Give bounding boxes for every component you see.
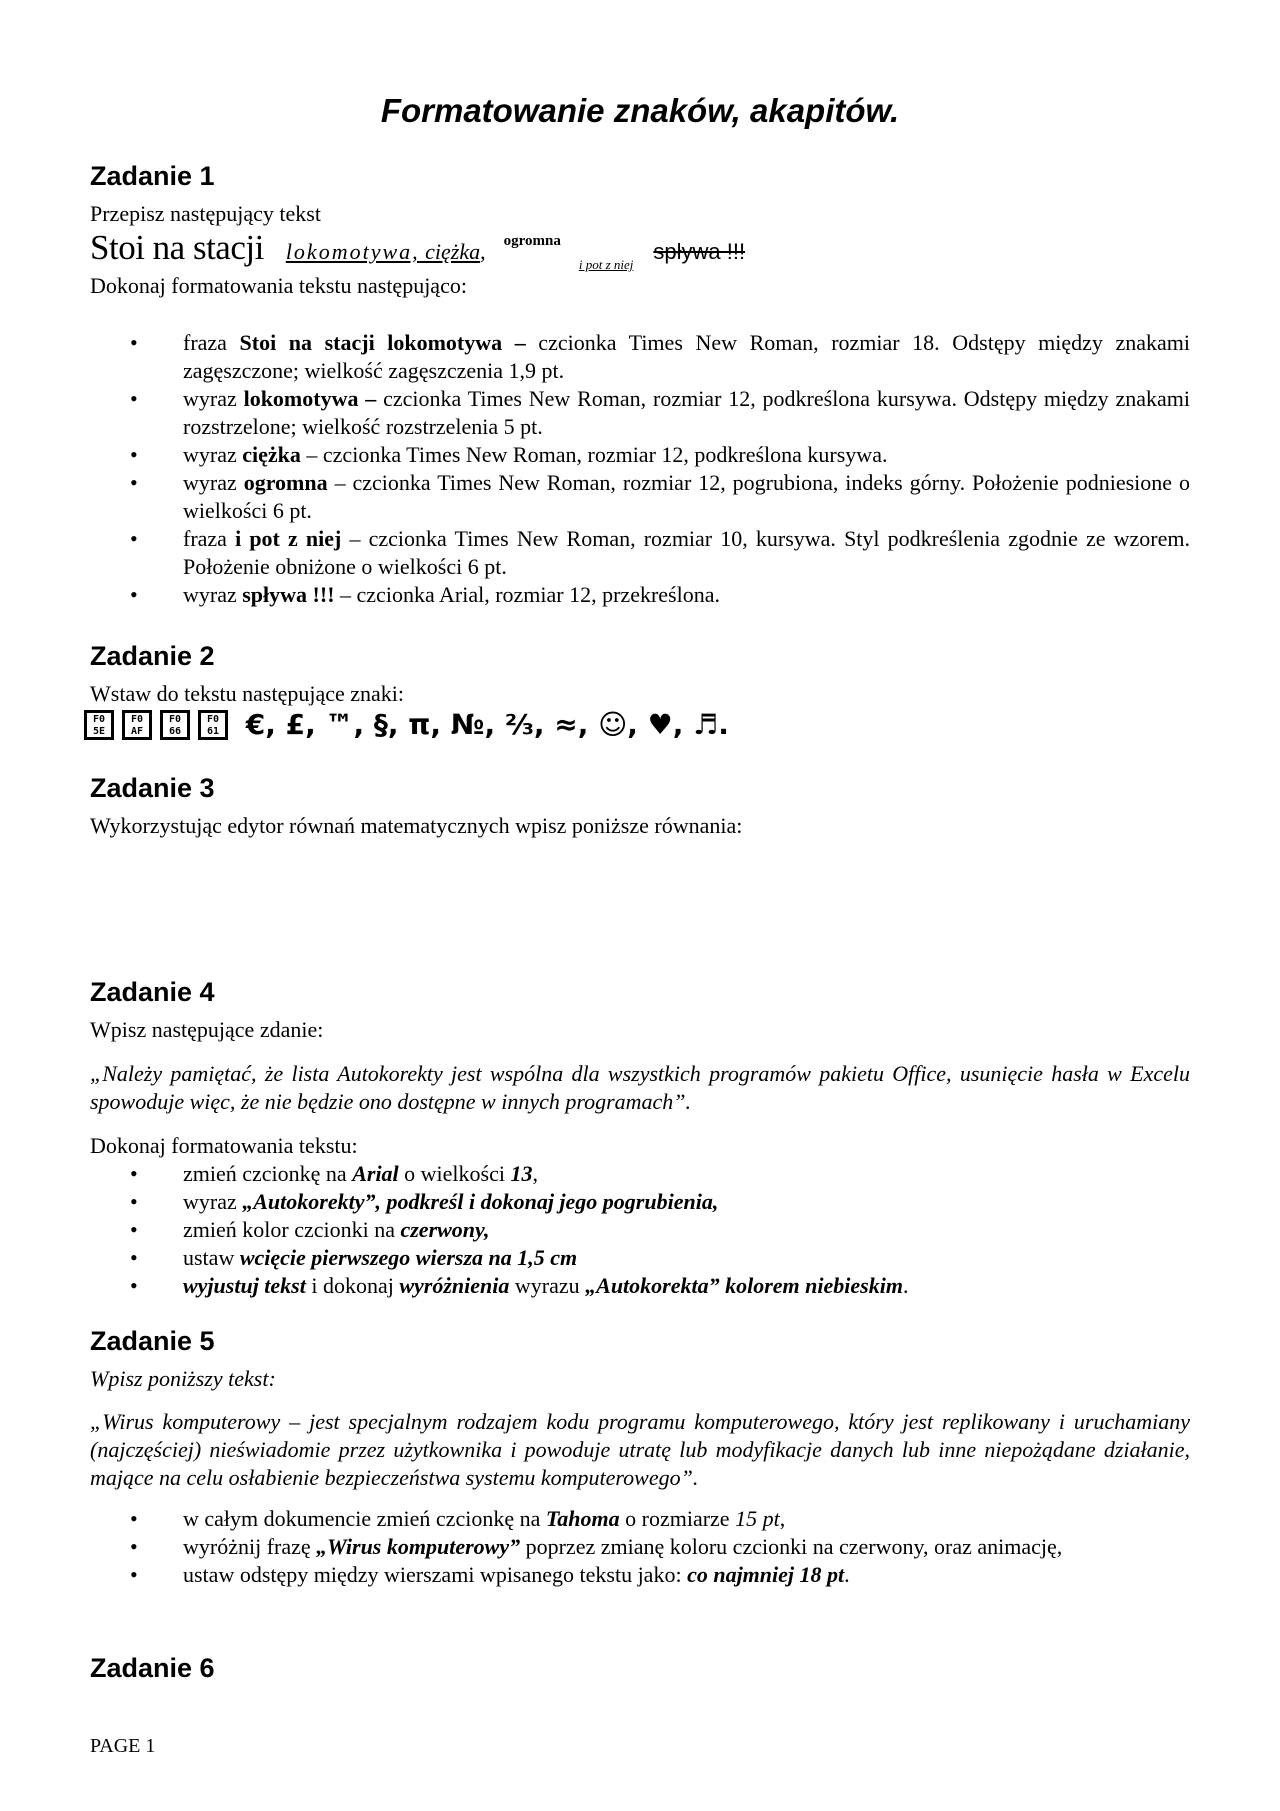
sample-comma: , bbox=[480, 239, 486, 264]
zadanie-5-quote: „Wirus komputerowy – jest specjalnym rodzajem kodu programu komputerowego, który jest replikowany i uruchamiany (najczęściej) nieświadomie przez użytkownika i powoduje utratę lub modyfikacje danych lub inne niepożądane działanie, mające na celu osłabienie bezpieczeństwa systemu komputerowego”. bbox=[90, 1409, 1190, 1490]
list-item: • wyraz ogromna – czcionka Times New Roman, rozmiar 12, pogrubiona, indeks górny. Położenie podniesione o wielkości 6 pt. bbox=[90, 469, 1190, 525]
list-item: • wyraz lokomotywa – czcionka Times New Roman, rozmiar 12, podkreślona kursywa. Odstępy między znakami rozstrzelone; wielkość rozstrzelenia 5 pt. bbox=[90, 385, 1190, 441]
zadanie-1-instruction: Dokonaj formatowania tekstu następująco: bbox=[90, 273, 467, 298]
zadanie-4-instruction: Dokonaj formatowania tekstu: bbox=[90, 1133, 358, 1158]
missing-glyph-icon: F0 5E bbox=[84, 710, 114, 740]
list-item: • wyróżnij frazę „Wirus komputerowy” poprzez zmianę koloru czcionki na czerwony, oraz animację, bbox=[90, 1533, 1190, 1561]
list-item: • wyraz ciężka – czcionka Times New Roman, rozmiar 12, podkreślona kursywa. bbox=[90, 441, 1190, 469]
list-item: • zmień czcionkę na Arial o wielkości 13, bbox=[90, 1160, 1190, 1188]
document-title: Formatowanie znaków, akapitów. bbox=[380, 92, 900, 129]
heading-zadanie-6: Zadanie 6 bbox=[90, 1653, 215, 1683]
zadanie-1-list bbox=[90, 329, 1190, 609]
heading-zadanie-1: Zadanie 1 bbox=[90, 161, 215, 191]
sample-stoi-na-stacji: Stoi na stacji bbox=[90, 228, 264, 267]
missing-glyph-icon: F0 61 bbox=[198, 710, 228, 740]
heading-zadanie-3: Zadanie 3 bbox=[90, 773, 215, 803]
zadanie-4-quote: „Należy pamiętać, że lista Autokorekty jest wspólna dla wszystkich programów pakietu Office, usunięcie hasła w Excelu spowoduje więc, że nie będzie ono dostępne w innych programach”. bbox=[90, 1061, 1190, 1114]
sample-i-pot-z-niej: i pot z niej bbox=[578, 257, 634, 272]
list-item: • ustaw wcięcie pierwszego wiersza na 1,5 cm bbox=[90, 1244, 1190, 1272]
sample-ogromna: ogromna bbox=[503, 233, 561, 249]
zadanie-3-intro: Wykorzystując edytor równań matematycznych wpisz poniższe równania: bbox=[90, 813, 743, 838]
sample-formatted-text bbox=[90, 228, 745, 274]
special-characters-row bbox=[84, 708, 729, 741]
list-item: • fraza i pot z niej – czcionka Times New Roman, rozmiar 10, kursywa. Styl podkreślenia zgodnie ze wzorem. Położenie obniżone o wielkości 6 pt. bbox=[90, 525, 1190, 581]
sample-lokomotywa: lokomotywa, bbox=[285, 239, 420, 264]
zadanie-5-intro: Wpisz poniższy tekst: bbox=[90, 1366, 276, 1391]
sample-splywa: spływa !!! bbox=[653, 239, 746, 264]
heading-zadanie-2: Zadanie 2 bbox=[90, 641, 215, 671]
zadanie-5-list bbox=[90, 1505, 1190, 1589]
list-item: • zmień kolor czcionki na czerwony, bbox=[90, 1216, 1190, 1244]
zadanie-2-intro: Wstaw do tekstu następujące znaki: bbox=[90, 681, 405, 706]
list-item: • fraza Stoi na stacji lokomotywa – czcionka Times New Roman, rozmiar 18. Odstępy między znakami zagęszczone; wielkość zagęszczenia 1,9 pt. bbox=[90, 329, 1190, 385]
list-item: • wyraz spływa !!! – czcionka Arial, rozmiar 12, przekreślona. bbox=[90, 581, 1190, 609]
zadanie-4-intro: Wpisz następujące zdanie: bbox=[90, 1017, 324, 1042]
heading-zadanie-5: Zadanie 5 bbox=[90, 1326, 215, 1356]
sample-ciezka: ciężka bbox=[419, 239, 481, 264]
list-item: • wyraz „Autokorekty”, podkreśl i dokonaj jego pogrubienia, bbox=[90, 1188, 1190, 1216]
symbol-list: €, £, ™, §, π, №, ⅔, ≈, ☺, ♥, ♬. bbox=[245, 708, 729, 741]
zadanie-4-list bbox=[90, 1160, 1190, 1300]
missing-glyph-icon: F0 AF bbox=[122, 710, 152, 740]
zadanie-1-intro: Przepisz następujący tekst bbox=[90, 201, 321, 226]
list-item: • ustaw odstępy między wierszami wpisanego tekstu jako: co najmniej 18 pt. bbox=[90, 1561, 1190, 1589]
list-item: • w całym dokumencie zmień czcionkę na Tahoma o rozmiarze 15 pt, bbox=[90, 1505, 1190, 1533]
list-item: • wyjustuj tekst i dokonaj wyróżnienia wyrazu „Autokorekta” kolorem niebieskim. bbox=[90, 1272, 1190, 1300]
missing-glyph-icon: F0 66 bbox=[160, 710, 190, 740]
heading-zadanie-4: Zadanie 4 bbox=[90, 977, 215, 1007]
page-footer: PAGE 1 bbox=[90, 1735, 156, 1757]
